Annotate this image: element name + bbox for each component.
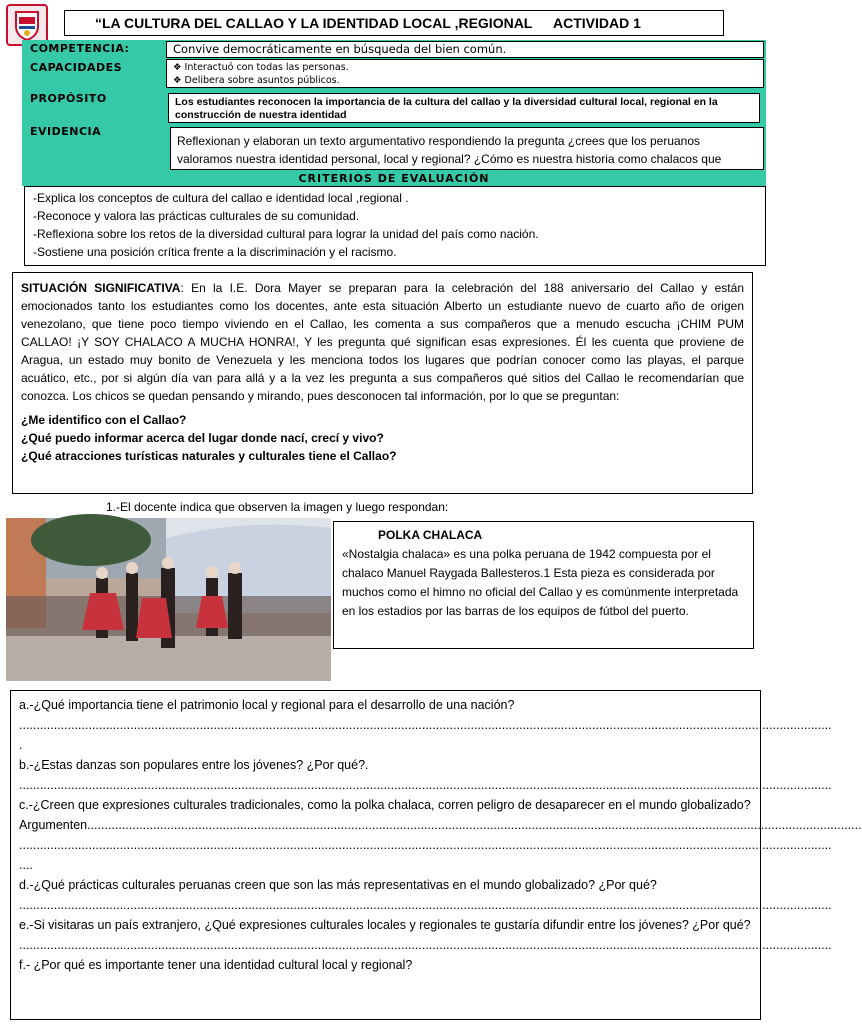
capacidades-label: CAPACIDADES: [26, 61, 162, 75]
situacion-significativa: [12, 272, 753, 494]
answer-line[interactable]: ..........................................................................................................................................................................................................................................: [19, 778, 832, 792]
question-a: a.-¿Qué importancia tiene el patrimonio local y regional para el desarrollo de una nación?: [19, 698, 515, 712]
situacion-question: ¿Me identifico con el Callao?: [21, 413, 187, 427]
evidencia-label: EVIDENCIA: [26, 125, 162, 139]
criterios-list: [24, 186, 766, 266]
criterio-item: -Sostiene una posición crítica frente a la discriminación y el racismo.: [33, 245, 397, 259]
answer-line[interactable]: ..........................................................................................................................................................................................................................................: [19, 718, 832, 732]
page-title: “LA CULTURA DEL CALLAO Y LA IDENTIDAD LOCAL ,REGIONAL: [95, 15, 533, 31]
answer-line[interactable]: Argumenten...............................................................................................................................................................................................................................: [19, 818, 862, 832]
polka-info-box: [333, 521, 754, 649]
polka-title: POLKA CHALACA: [378, 528, 483, 542]
question-d: d.-¿Qué prácticas culturales peruanas creen que son las más representativas en el mundo globalizado? ¿Por qué?: [19, 878, 657, 892]
proposito-text: Los estudiantes reconocen la importancia de la cultura del callao y la diversidad cultural local, regional en la construcción de nuestra identidad: [168, 93, 760, 123]
answer-line[interactable]: ..........................................................................................................................................................................................................................................: [19, 898, 832, 912]
polka-text: «Nostalgia chalaca» es una polka peruana de 1942 compuesta por el chalaco Manuel Raygada Ballesteros.1 Esta pieza es considerada por muchos como el himno no oficial del Callao y es comúnmente interpretada en los estadios por las barras de los equipos de fútbol del puerto.: [342, 547, 739, 618]
capacidades-text: [166, 59, 764, 88]
school-crest-icon: [10, 8, 44, 42]
proposito-label: PROPÓSITO: [26, 92, 162, 106]
evidencia-text: Reflexionan y elaboran un texto argumentativo respondiendo la pregunta ¿crees que los peruanos valoramos nuestra identidad personal, local y regional? ¿Cómo es nuestra historia como chalacos que: [170, 127, 764, 170]
criterio-item: -Reconoce y valora las prácticas culturales de su comunidad.: [33, 209, 360, 223]
competencia-label: COMPETENCIA:: [26, 42, 162, 56]
capacidad-item: ❖ Interactuó con todas las personas.: [173, 62, 349, 73]
criterios-header: CRITERIOS DE EVALUACIÓN: [22, 172, 766, 186]
argumenten-label: Argumenten.: [19, 818, 91, 832]
answer-line[interactable]: ..........................................................................................................................................................................................................................................: [19, 938, 832, 952]
title-bar: [64, 10, 724, 36]
dancers-image: [6, 518, 331, 681]
answer-line-short: .: [19, 738, 23, 752]
answer-line[interactable]: ..........................................................................................................................................................................................................................................: [19, 838, 832, 852]
question-b: b.-¿Estas danzas son populares entre los jóvenes? ¿Por qué?.: [19, 758, 369, 772]
activity-label: ACTIVIDAD 1: [553, 15, 641, 31]
competencia-text: Convive democráticamente en búsqueda del bien común.: [166, 41, 764, 58]
question-c: c.-¿Creen que expresiones culturales tradicionales, como la polka chalaca, corren peligro de desaparecer en el mundo globalizado?: [19, 798, 751, 812]
instruction-text: 1.-El docente indica que observen la imagen y luego respondan:: [106, 500, 449, 514]
polka-dance-photo: [6, 518, 331, 681]
situacion-question: ¿Qué atracciones turísticas naturales y culturales tiene el Callao?: [21, 449, 397, 463]
capacidad-item: ❖ Delibera sobre asuntos públicos.: [173, 75, 340, 86]
criterio-item: -Reflexiona sobre los retos de la diversidad cultural para lograr la unidad del país como nación.: [33, 227, 539, 241]
question-e: e.-Si visitaras un país extranjero, ¿Qué expresiones culturales locales y regionales te gustaría difundir entre los jóvenes? ¿Por qué?: [19, 918, 751, 932]
situacion-label: SITUACIÓN SIGNIFICATIVA: [21, 281, 181, 295]
answer-line-short: ....: [19, 858, 33, 872]
criterio-item: -Explica los conceptos de cultura del callao e identidad local ,regional .: [33, 191, 409, 205]
situacion-question: ¿Qué puedo informar acerca del lugar donde nací, crecí y vivo?: [21, 431, 384, 445]
situacion-text: : En la I.E. Dora Mayer se preparan para la celebración del 188 aniversario del Callao y están emocionados tanto los estudiantes como los docentes, ante esta situación Alberto un estudiante nuevo de cuarto año de origen venezolano, que tiene poco tiempo viviendo en el Callao, les comenta a sus compañeros que a menudo escucha ¡CHIM PUM CALLAO! ¡Y SOY CHALACO A MUCHA HONRA!, Y les pregunta qué significan esas expresiones. Él les cuenta que proviene de Aragua, un estado muy bonito de Venezuela y les menciona todos los lugares que podrían conocer como las playas, el parque acuático, etc., por si algún día van para allá y a la vez les pregunta a sus compañeros qué sitios del Callao le recomendarían que conozca. Los chicos se quedan pensando y mirando, pues desconocen tal información, por lo que se preguntan:: [21, 281, 744, 403]
question-f: f.- ¿Por qué es importante tener una identidad cultural local y regional?: [19, 958, 413, 972]
questions-box: [10, 690, 862, 1020]
